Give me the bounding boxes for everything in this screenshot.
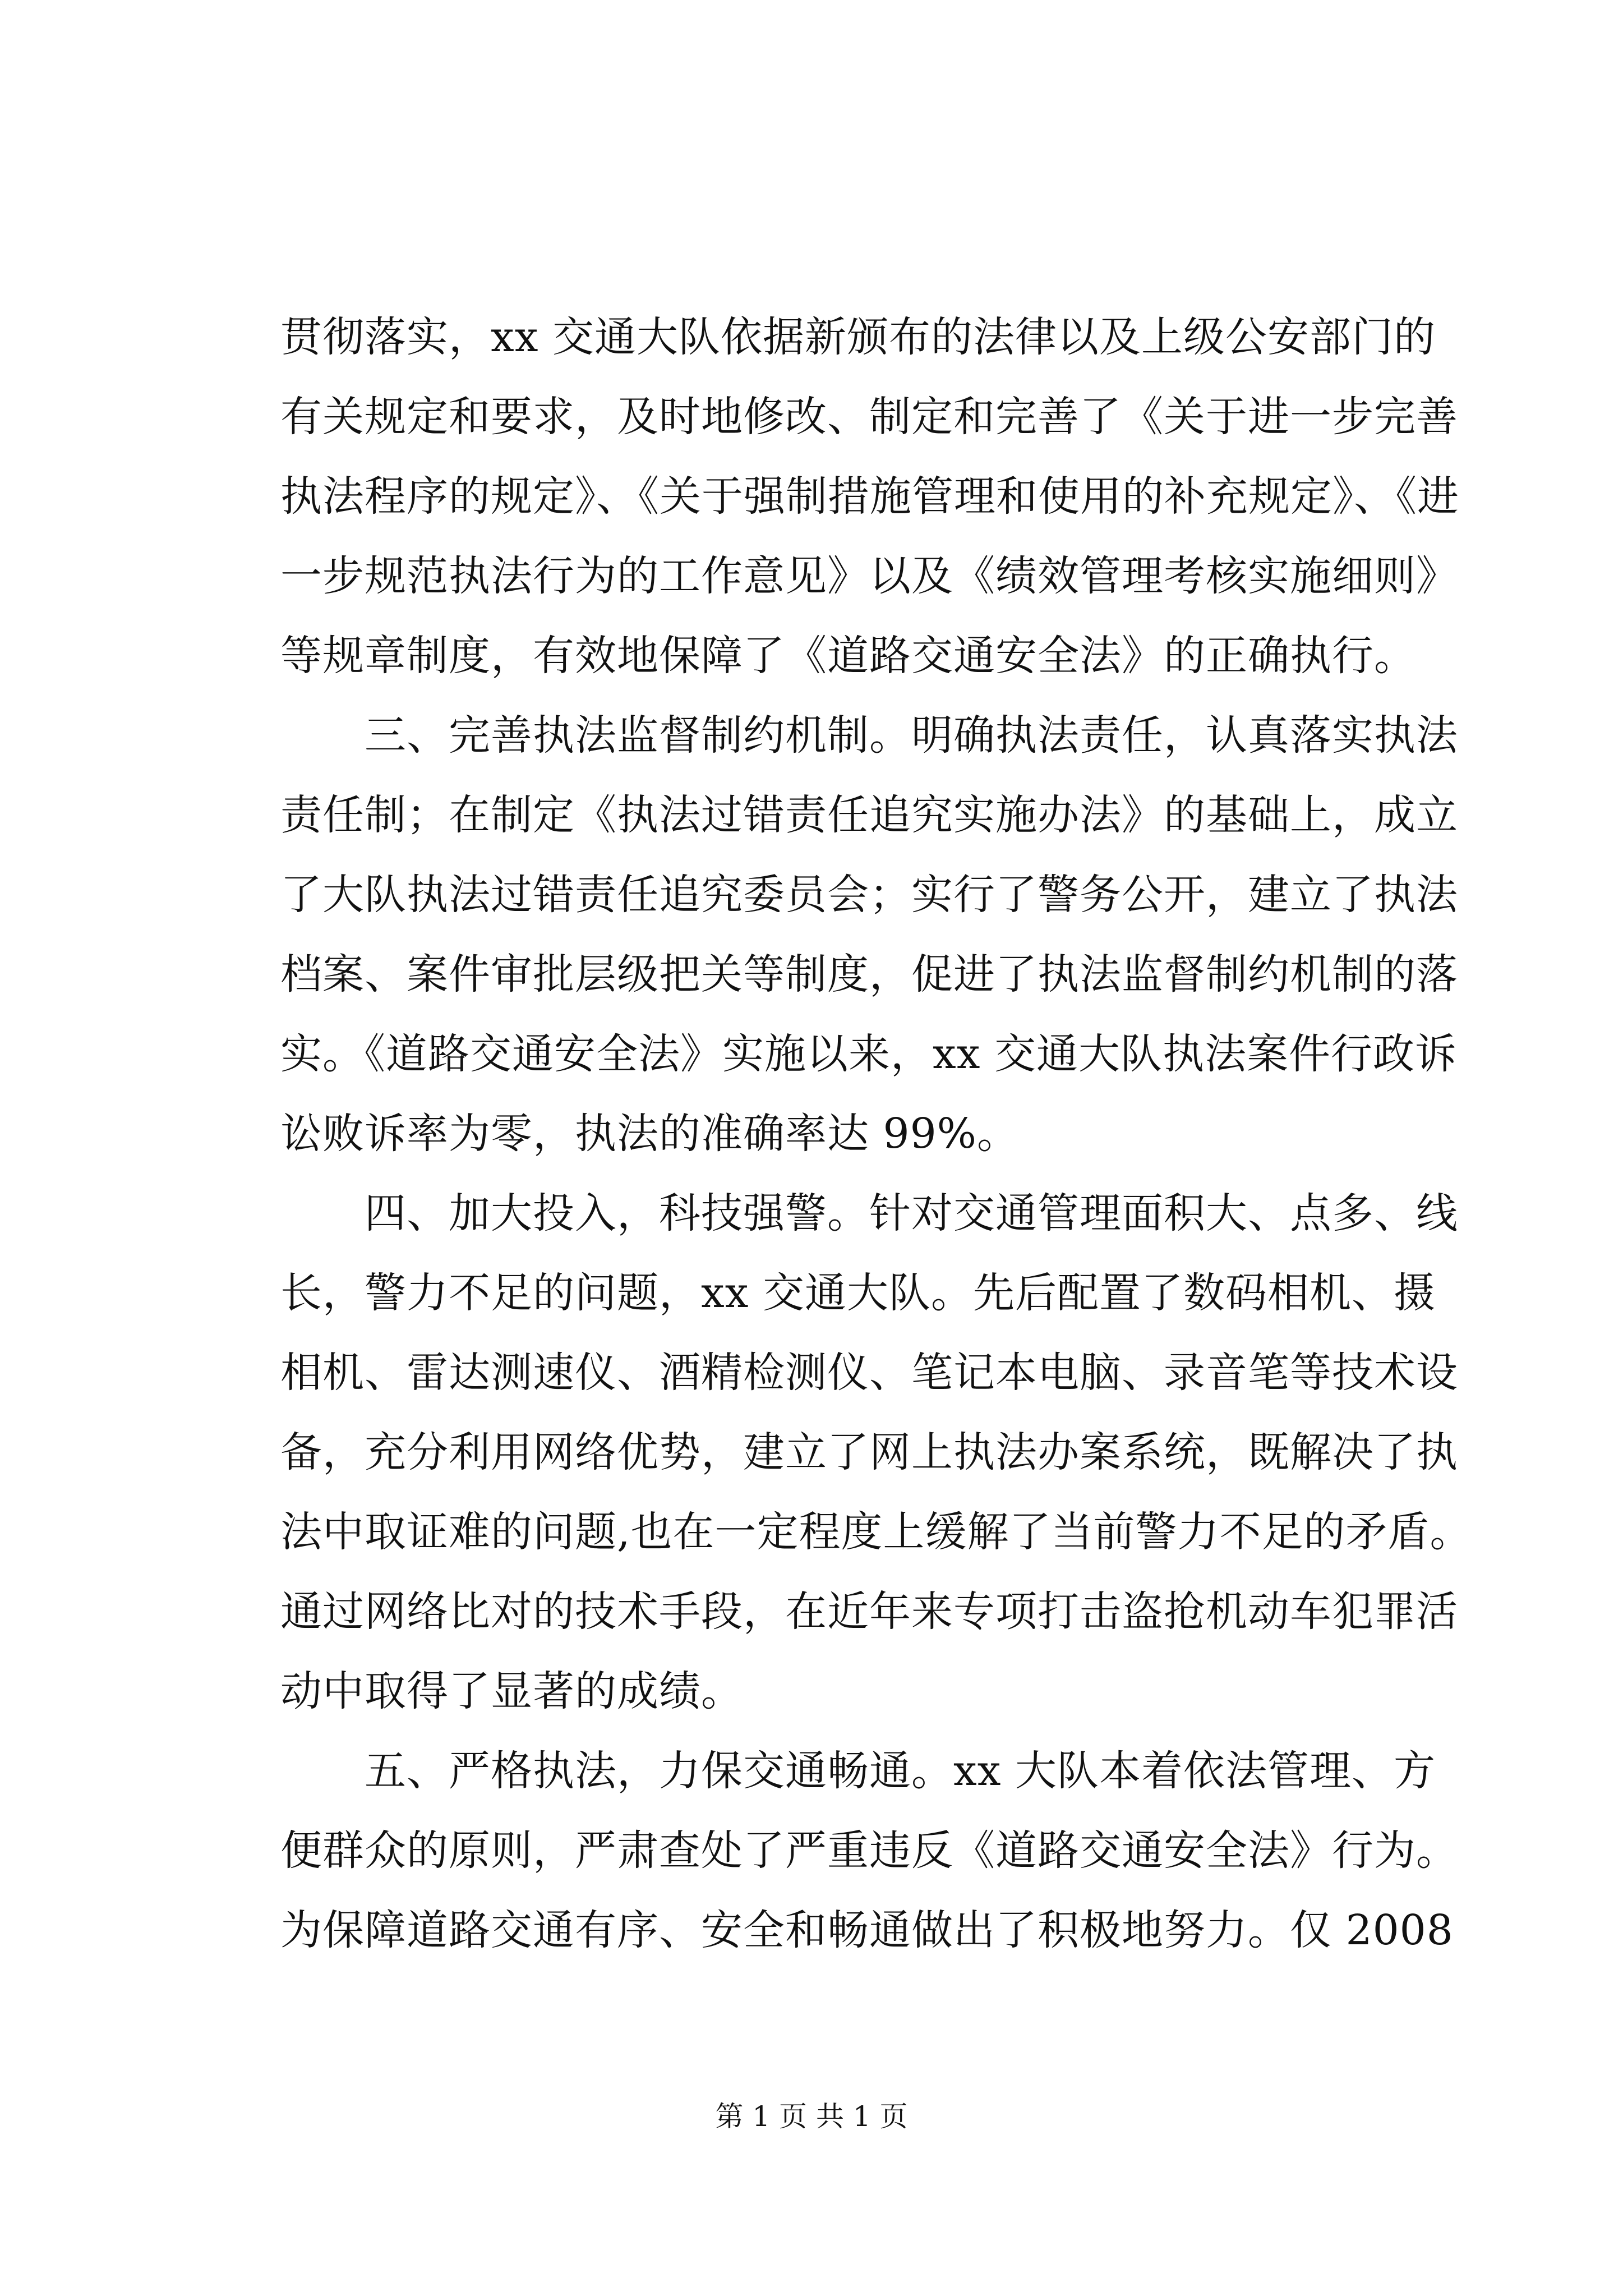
text-line: 执法程序的规定》、《关于强制措施管理和使用的补充规定》、《进: [280, 472, 1459, 521]
text-line: 长，警力不足的问题，xx 交通大队。先后配置了数码相机、摄: [280, 1269, 1436, 1317]
paragraph: [280, 1174, 1472, 1731]
text-line: 实。《道路交通安全法》实施以来，xx 交通大队执法案件行政诉: [280, 1030, 1457, 1078]
text-line: 三、完善执法监督制约机制。明确执法责任，认真落实执法: [365, 711, 1458, 760]
paragraph: [280, 297, 1459, 696]
text-line: 了大队执法过错责任追究委员会；实行了警务公开，建立了执法: [280, 871, 1458, 919]
text-line: 便群众的原则，严肃查处了严重违反《道路交通安全法》行为。: [280, 1826, 1458, 1875]
text-line: 讼败诉率为零，执法的准确率达 99%。: [280, 1110, 1019, 1158]
paragraph: [280, 696, 1458, 1174]
text-line: 等规章制度，有效地保障了《道路交通安全法》的正确执行。: [280, 632, 1416, 680]
text-line: 为保障道路交通有序、安全和畅通做出了积极地努力。仅 2008: [280, 1906, 1454, 1954]
text-line: 一步规范执法行为的工作意见》以及《绩效管理考核实施细则》: [280, 552, 1458, 600]
text-line: 备，充分利用网络优势，建立了网上执法办案系统，既解决了执: [280, 1428, 1458, 1476]
text-line: 贯彻落实，xx 交通大队依据新颁布的法律以及上级公安部门的: [280, 313, 1436, 361]
text-line: 档案、案件审批层级把关等制度，促进了执法监督制约机制的落: [280, 950, 1458, 999]
text-line: 动中取得了显著的成绩。: [280, 1667, 743, 1715]
text-line: 四、加大投入，科技强警。针对交通管理面积大、点多、线: [365, 1189, 1458, 1237]
page-footer: 第 1 页 共 1 页: [715, 2100, 908, 2133]
text-line: 通过网络比对的技术手段，在近年来专项打击盗抢机动车犯罪活: [280, 1588, 1458, 1636]
text-line: 责任制；在制定《执法过错责任追究实施办法》的基础上，成立: [280, 791, 1458, 839]
text-line: 法中取证难的问题,也在一定程度上缓解了当前警力不足的矛盾。: [280, 1508, 1472, 1556]
paragraph: [280, 1731, 1458, 1970]
text-line: 有关规定和要求，及时地修改、制定和完善了《关于进一步完善: [280, 393, 1458, 441]
text-line: 相机、雷达测速仪、酒精检测仪、笔记本电脑、录音笔等技术设: [280, 1349, 1458, 1397]
text-line: 五、严格执法，力保交通畅通。xx 大队本着依法管理、方: [365, 1747, 1436, 1795]
document-body: [280, 297, 1472, 1970]
